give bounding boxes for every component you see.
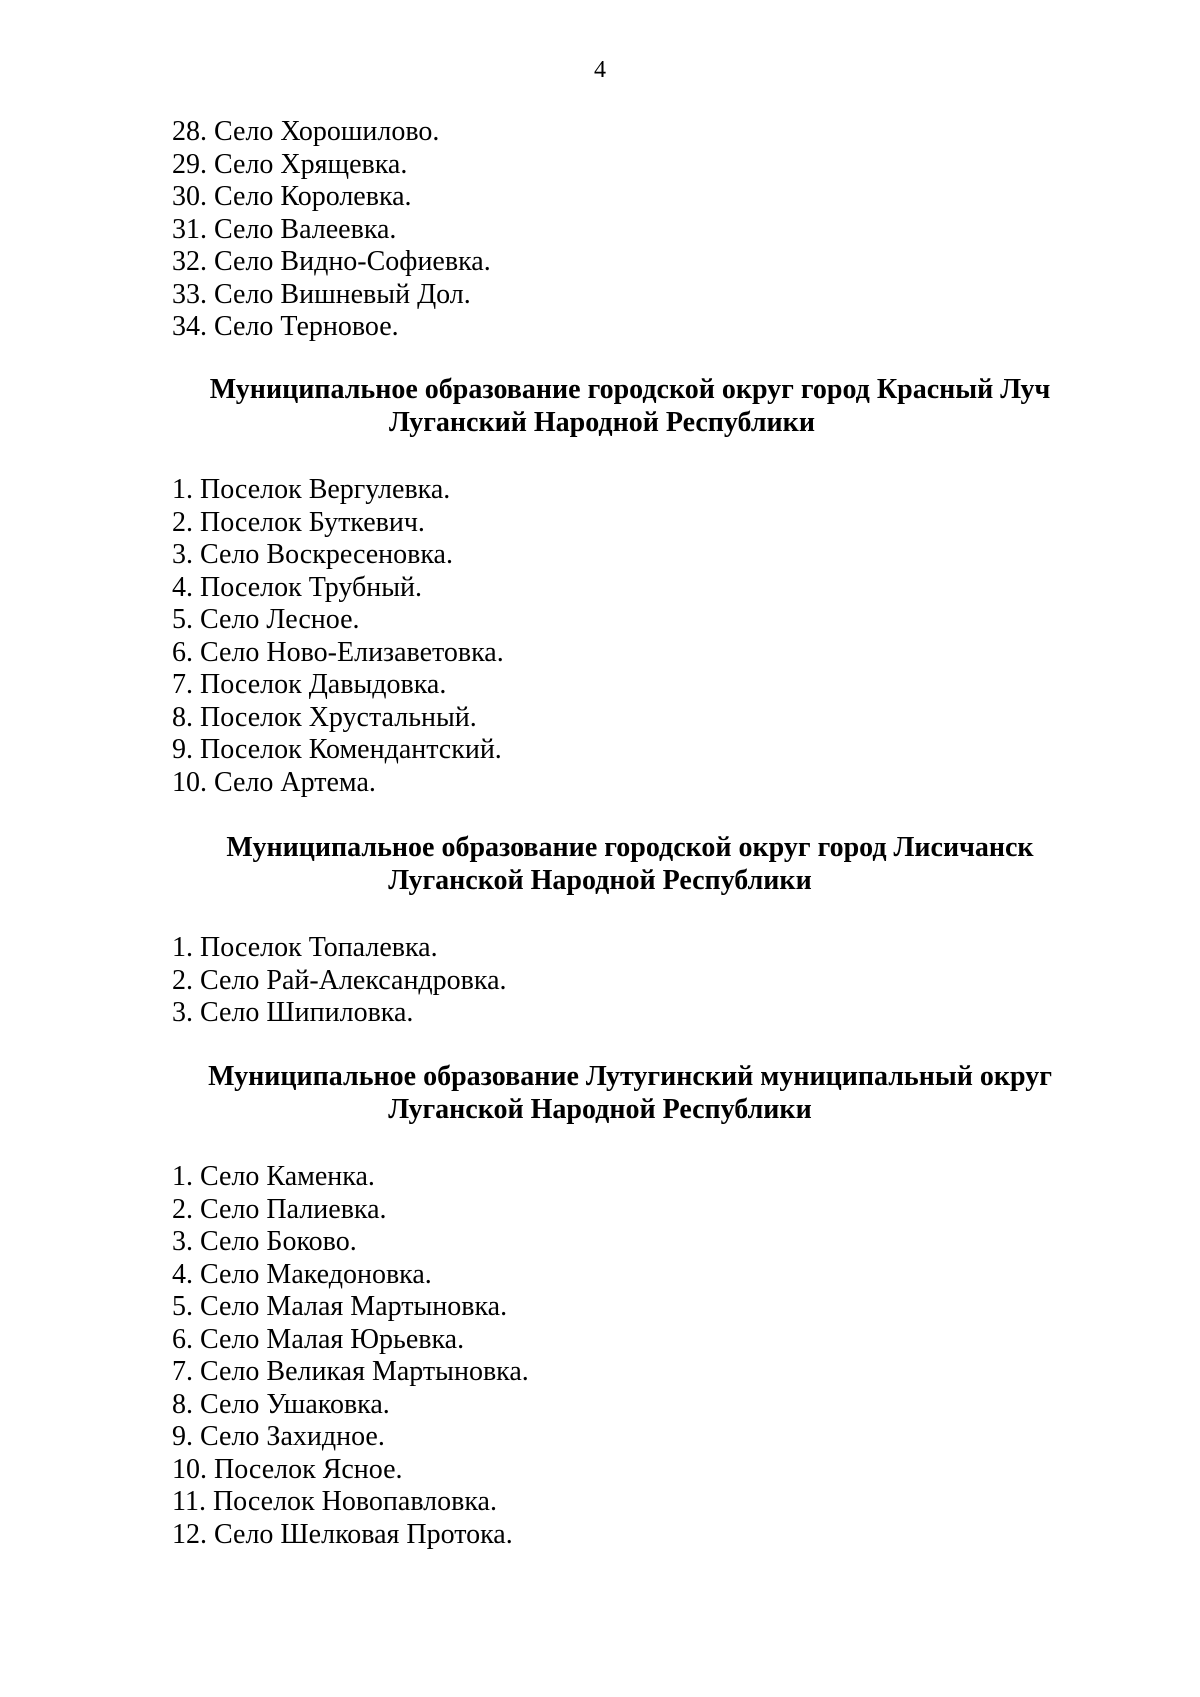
list-item: 3. Село Боково. — [172, 1226, 357, 1257]
section-heading-line: Луганской Народной Республики — [388, 865, 812, 896]
settlement-list — [172, 116, 491, 344]
list-item: 32. Село Видно-Софиевка. — [172, 246, 491, 277]
settlement-list — [172, 932, 507, 1030]
page-number: 4 — [594, 57, 606, 83]
list-item: 4. Село Македоновка. — [172, 1258, 432, 1290]
section-heading-line: Луганский Народной Республики — [389, 407, 815, 438]
section-heading-lisichansk — [0, 831, 1200, 897]
settlement-list — [172, 1161, 529, 1551]
list-item: 11. Поселок Новопавловка. — [172, 1486, 497, 1517]
list-item: 9. Поселок Комендантский. — [172, 734, 502, 765]
list-item: 8. Поселок Хрустальный. — [172, 701, 477, 733]
list-item: 30. Село Королевка. — [172, 181, 412, 212]
list-item: 8. Село Ушаковка. — [172, 1388, 390, 1420]
list-item: 3. Село Шипиловка. — [172, 997, 414, 1028]
list-item: 1. Поселок Топалевка. — [172, 932, 438, 963]
list-item: 33. Село Вишневый Дол. — [172, 278, 471, 310]
list-item: 5. Село Лесное. — [172, 604, 360, 635]
section-heading-line: Муниципальное образование городской округ город Лисичанск — [226, 832, 1034, 863]
section-heading-krasny-luch — [0, 373, 1200, 439]
list-item: 28. Село Хорошилово. — [172, 116, 440, 147]
list-item: 7. Поселок Давыдовка. — [172, 669, 447, 700]
list-item: 10. Село Артема. — [172, 766, 376, 798]
list-item: 6. Село Малая Юрьевка. — [172, 1323, 465, 1355]
section-heading-lutugino — [0, 1060, 1200, 1126]
list-item: 7. Село Великая Мартыновка. — [172, 1356, 529, 1387]
list-item: 31. Село Валеевка. — [172, 213, 397, 245]
list-item: 29. Село Хрящевка. — [172, 148, 408, 180]
settlement-list — [172, 474, 504, 799]
list-item: 6. Село Ново-Елизаветовка. — [172, 636, 504, 668]
section-heading-line: Луганской Народной Республики — [388, 1094, 812, 1125]
list-item: 3. Село Воскресеновка. — [172, 539, 453, 570]
list-item: 2. Поселок Буткевич. — [172, 506, 425, 538]
section-heading-line: Муниципальное образование Лутугинский муниципальный округ — [208, 1061, 1052, 1092]
list-item: 4. Поселок Трубный. — [172, 571, 423, 603]
list-item: 2. Село Палиевка. — [172, 1193, 387, 1225]
list-item: 9. Село Захидное. — [172, 1421, 385, 1452]
list-item: 34. Село Терновое. — [172, 311, 399, 342]
list-item: 1. Село Каменка. — [172, 1161, 375, 1192]
list-item: 10. Поселок Ясное. — [172, 1453, 403, 1485]
section-heading-line: Муниципальное образование городской округ город Красный Луч — [209, 374, 1051, 405]
list-item: 2. Село Рай-Александровка. — [172, 964, 507, 996]
list-item: 5. Село Малая Мартыновка. — [172, 1291, 508, 1322]
list-item: 1. Поселок Вергулевка. — [172, 474, 451, 505]
list-item: 12. Село Шелковая Протока. — [172, 1518, 513, 1550]
